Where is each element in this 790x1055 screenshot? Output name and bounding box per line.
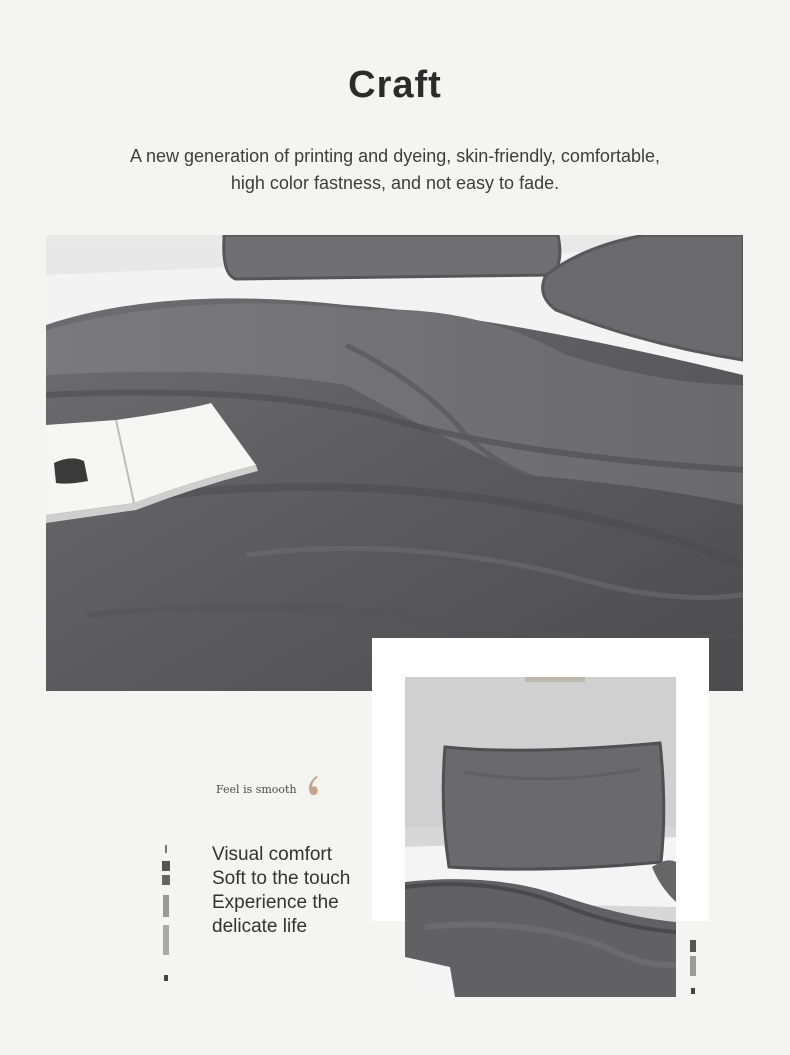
subtitle-line-2: high color fastness, and not easy to fade.: [230, 173, 560, 193]
feel-tagline: Feel is smooth: [216, 783, 297, 796]
page-title: Craft: [348, 64, 442, 106]
main-product-photo: [46, 235, 743, 691]
benefit-visual-comfort: Visual comfort: [212, 844, 333, 865]
benefit-soft-touch: Soft to the touch: [212, 868, 351, 889]
accent-mark-icon: [306, 775, 320, 797]
decorative-detail-spine: [688, 940, 698, 998]
benefits-list: [212, 843, 350, 939]
subtitle: [0, 143, 790, 197]
detail-product-photo: [405, 677, 676, 997]
subtitle-line-1: A new generation of printing and dyeing, skin-friendly, comfortable,: [130, 146, 660, 166]
decorative-book-spine: [160, 845, 172, 985]
benefit-delicate-life: delicate life: [212, 916, 308, 937]
benefit-experience: Experience the: [212, 892, 339, 913]
